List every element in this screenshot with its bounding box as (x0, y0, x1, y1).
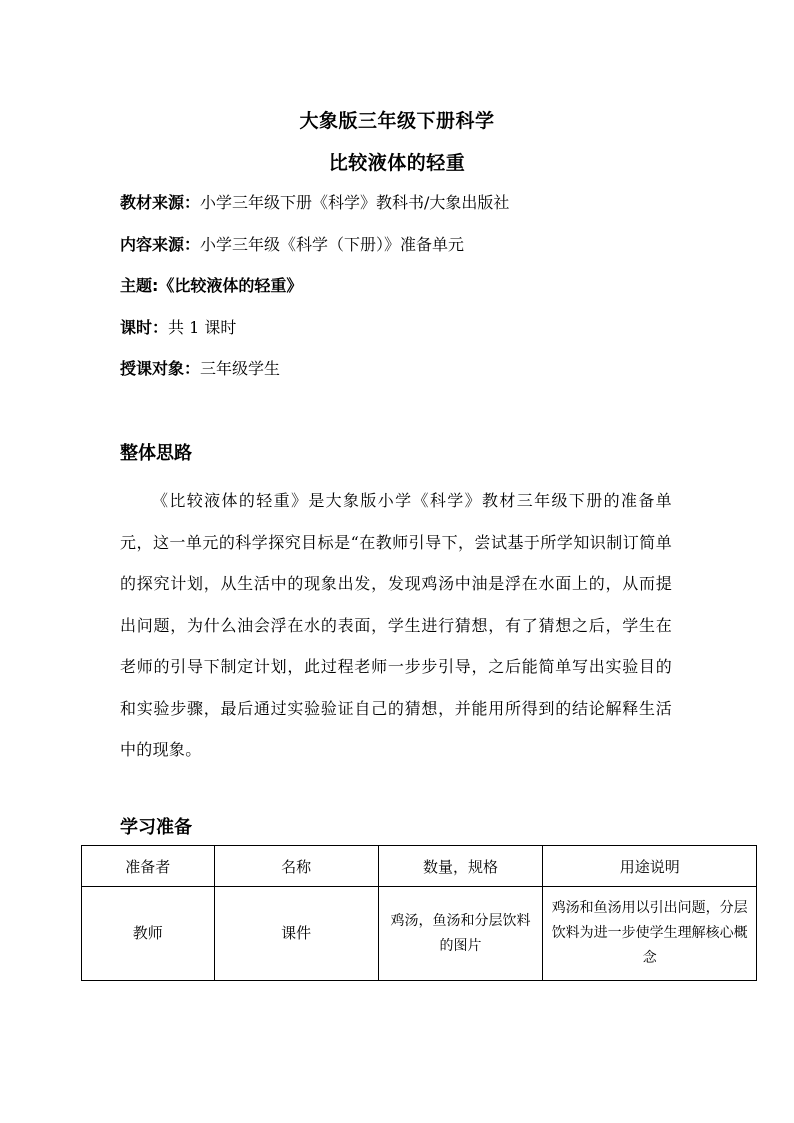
meta-value: 《比较液体的轻重》 (158, 276, 303, 295)
table-cell: 鸡汤，鱼汤和分层饮料的图片 (378, 887, 543, 981)
meta-value: 小学三年级下册《科学》教科书/大象出版社 (200, 193, 510, 212)
meta-value: 三年级学生 (200, 359, 281, 378)
table-cell: 课件 (214, 887, 378, 981)
meta-topic (120, 273, 302, 296)
preparation-table (81, 845, 757, 981)
meta-value: 共 1 课时 (168, 318, 237, 337)
meta-label: 主题: (120, 276, 159, 295)
column-header: 数量，规格 (378, 846, 543, 887)
overall-paragraph: 《比较液体的轻重》是大象版小学《科学》教材三年级下册的准备单元，这一单元的科学探究目标是“在教师引导下，尝试基于所学知识制订简单的探究计划，从生活中的现象出发，发现鸡汤中油是浮在水面上的，从而提出问题，为什么油会浮在水的表面，学生进行猜想，有了猜想之后，学生在老师的引导下制定计划，此过程老师一步步引导，之后能简单写出实验目的和实验步骤，最后通过实验验证自己的猜想，并能用所得到的结论解释生活中的现象。 (120, 491, 672, 759)
meta-label: 课时： (120, 318, 169, 337)
section-heading-overall: 整体思路 (120, 443, 192, 464)
table-header-row (82, 846, 757, 887)
section-heading-preparation: 学习准备 (120, 817, 192, 838)
meta-class-hours (120, 315, 236, 338)
table-row (82, 887, 757, 981)
column-header: 用途说明 (543, 846, 757, 887)
meta-content-source (120, 232, 464, 255)
table-cell: 教师 (82, 887, 215, 981)
column-header: 名称 (214, 846, 378, 887)
table-cell: 鸡汤和鱼汤用以引出问题，分层饮料为进一步使学生理解核心概念 (543, 887, 757, 981)
meta-label: 内容来源： (120, 235, 201, 254)
meta-audience (120, 356, 280, 379)
meta-label: 教材来源： (120, 193, 201, 212)
column-header: 准备者 (82, 846, 215, 887)
document-subtitle: 比较液体的轻重 (328, 152, 466, 174)
meta-textbook-source (120, 190, 509, 213)
meta-label: 授课对象： (120, 359, 201, 378)
document-title: 大象版三年级下册科学 (299, 110, 495, 132)
meta-value: 小学三年级《科学（下册）》准备单元 (200, 235, 465, 254)
